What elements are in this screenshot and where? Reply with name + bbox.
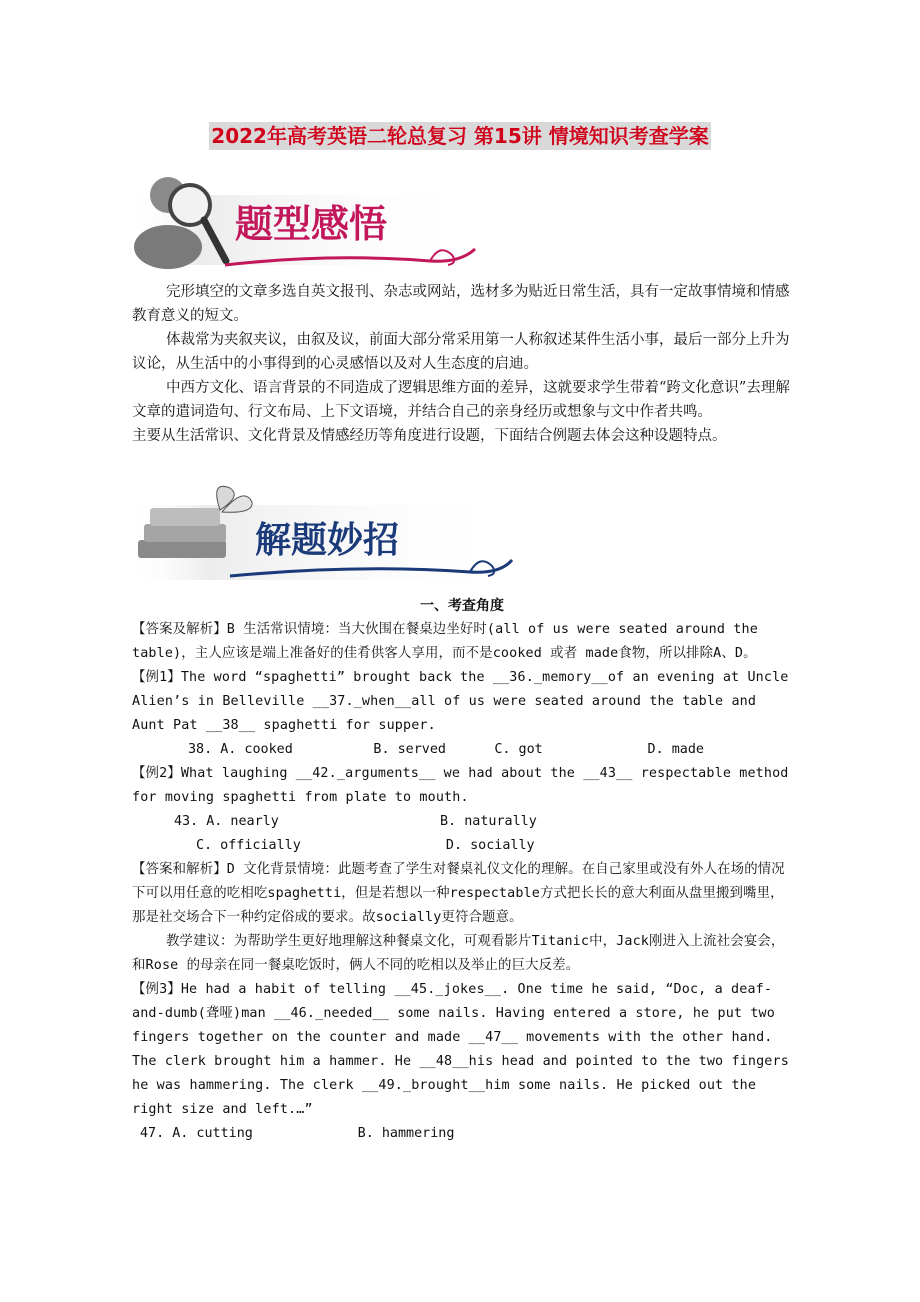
banner-question-insight <box>130 165 480 275</box>
teaching-suggestion: 教学建议：为帮助学生更好地理解这种餐桌文化，可观看影片Titanic中，Jack刚进入上流社会宴会， 和Rose 的母亲在同一餐桌吃饭时，俩人不同的吃相以及举止的巨大反差。 <box>132 934 785 973</box>
answer-explanation-2: 【答案和解析】D 文化背景情境：此题考查了学生对餐桌礼仪文化的理解。在自己家里或没有外人在场的情况下可以用任意的吃相吃spaghetti，但是若想以一种respectable方式把长长的意大利面从盘里搬到嘴里，那是社交场合下一种约定俗成的要求。故socially更符合题意。 <box>132 862 785 925</box>
answer-explanation-1: 【答案及解析】B 生活常识情境：当大伙围在餐桌边坐好时(all of us were seated around the table)，主人应该是端上准备好的佳肴供客人享用，而不是cooked 或者 made食物，所以排除A、D。 <box>132 622 758 661</box>
intro-paragraph: 中西方文化、语言背景的不同造成了逻辑思维方面的差异，这就要求学生带着“跨文化意识”去理解文章的遣词造句、行文布局、上下文语境，并结合自己的亲身经历或想象与文中作者共鸣。 <box>132 380 790 420</box>
main-section <box>132 594 792 1146</box>
example-3-options: 47. A. cutting B. hammering <box>140 1126 455 1141</box>
intro-paragraph: 体裁常为夹叙夹议，由叙及议，前面大部分常采用第一人称叙述某件生活小事，最后一部分上升为议论，从生活中的小事得到的心灵感悟以及对人生态度的启迪。 <box>132 332 790 372</box>
banner-title: 题型感悟 <box>235 201 388 246</box>
document-title: 2022年高考英语二轮总复习 第15讲 情境知识考查学案 <box>211 124 709 148</box>
example-2-options: C. officially D. socially <box>196 838 535 853</box>
example-3: 【例3】He had a habit of telling __45._jokes__. One time he said, “Doc, a deaf-and-dumb(聋哑)man __46._needed__ some nails. Having entered a store, he put two fingers together on the counter and made __47__ movements with the other hand. The clerk brought him a hammer. He __48__his head and pointed to the two fingers he was hammering. The clerk __49._brought__him some nails. He picked out the right size and left.…” <box>132 982 789 1117</box>
intro-paragraph: 完形填空的文章多选自英文报刊、杂志或网站，选材多为贴近日常生活，具有一定故事情境和情感教育意义的短文。 <box>132 284 790 324</box>
example-2-options: 43. A. nearly B. naturally <box>174 814 537 829</box>
intro-paragraph: 主要从生活常识、文化背景及情感经历等角度进行设题，下面结合例题去体会这种设题特点。 <box>132 428 727 444</box>
example-2: 【例2】What laughing __42._arguments__ we had about the __43__ respectable method for moving spaghetti from plate to mouth. <box>132 766 789 805</box>
example-1: 【例1】The word “spaghetti” brought back the __36._memory__of an evening at Uncle Alien’s in Belleville __37._when__all of us were seated around the table and Aunt Pat __38__ spaghetti for supper. <box>132 670 789 733</box>
banner-title: 解题妙招 <box>255 519 400 561</box>
example-1-options: 38. A. cooked B. served C. got D. made <box>188 742 704 757</box>
banner-solving-tips <box>130 480 515 585</box>
section-heading: 一、考查角度 <box>420 598 504 614</box>
intro-section <box>132 280 792 448</box>
